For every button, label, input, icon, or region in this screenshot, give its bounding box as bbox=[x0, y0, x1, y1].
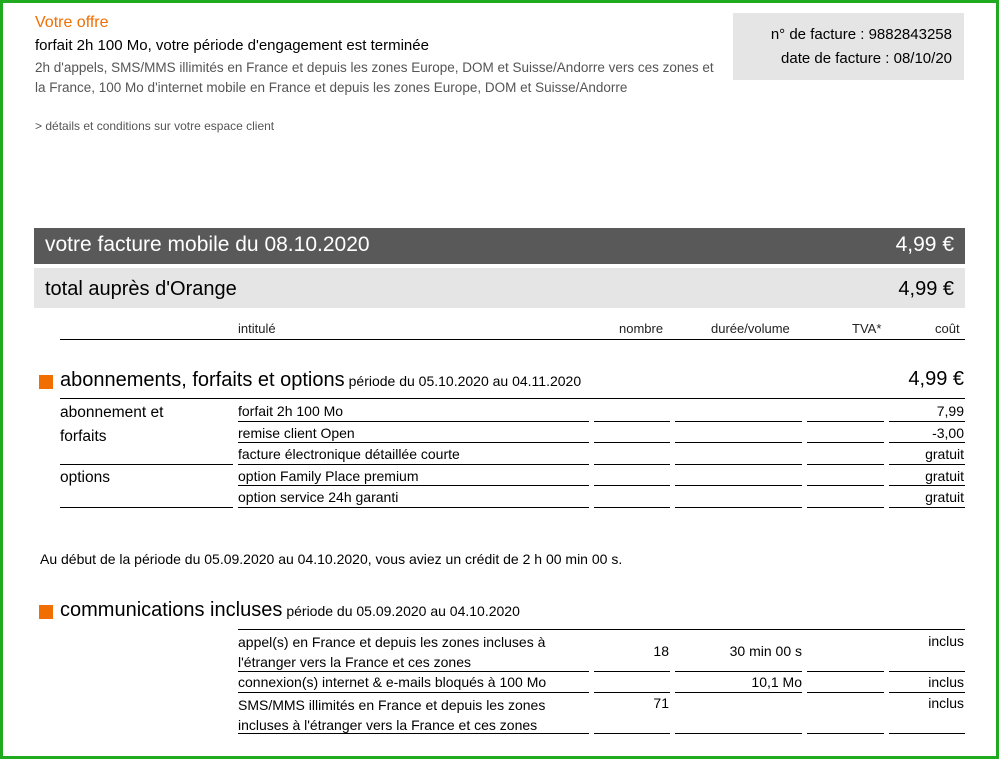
row-rule bbox=[594, 464, 670, 465]
row-rule bbox=[238, 692, 589, 693]
row-rule bbox=[675, 464, 802, 465]
row-rule bbox=[889, 507, 965, 508]
row-rule bbox=[238, 464, 589, 465]
section-title-text: abonnements, forfaits et options bbox=[60, 369, 345, 391]
column-header-duree: durée/volume bbox=[711, 321, 790, 336]
row-rule bbox=[675, 671, 802, 672]
row-rule bbox=[807, 442, 884, 443]
mobile-bill-amount: 4,99 € bbox=[895, 233, 954, 256]
row-rule bbox=[889, 692, 965, 693]
row-rule bbox=[807, 421, 884, 422]
communication-duration: 10,1 Mo bbox=[751, 674, 802, 690]
total-amount: 4,99 € bbox=[898, 278, 954, 300]
row-rule bbox=[594, 692, 670, 693]
communication-label: appel(s) en France et depuis les zones incluses à l'étranger vers la France et ces zones bbox=[238, 634, 546, 670]
communication-cost: inclus bbox=[928, 633, 964, 649]
row-rule bbox=[889, 733, 965, 734]
section-period: période du 05.10.2020 au 04.11.2020 bbox=[348, 373, 582, 389]
line-item-cost: gratuit bbox=[925, 446, 964, 462]
communication-duration: 30 min 00 s bbox=[729, 643, 802, 659]
line-item-cost: gratuit bbox=[925, 489, 964, 505]
row-rule bbox=[238, 671, 589, 672]
column-header-nombre: nombre bbox=[619, 321, 664, 336]
offer-subtitle: forfait 2h 100 Mo, votre période d'engagement est terminée bbox=[35, 37, 429, 54]
category-rule bbox=[60, 464, 233, 465]
mobile-bill-bar bbox=[34, 228, 965, 264]
section-square-icon bbox=[39, 375, 53, 389]
details-link[interactable]: > détails et conditions sur votre espace client bbox=[35, 119, 275, 133]
row-rule bbox=[889, 485, 965, 486]
category-abonnement: abonnement et forfaits bbox=[60, 404, 164, 445]
line-item-label: remise client Open bbox=[238, 425, 355, 441]
line-item-cost: gratuit bbox=[925, 468, 964, 484]
section-square-icon bbox=[39, 605, 53, 619]
invoice-date: 08/10/20 bbox=[893, 50, 952, 67]
row-rule bbox=[594, 733, 670, 734]
communication-label: SMS/MMS illimités en France et depuis les zones incluses à l'étranger vers la France et ces zones bbox=[238, 697, 546, 733]
total-label: total auprès d'Orange bbox=[45, 278, 237, 300]
line-item-cost: -3,00 bbox=[932, 425, 964, 441]
invoice-date-label: date de facture : bbox=[781, 50, 890, 67]
section-period: période du 05.09.2020 au 04.10.2020 bbox=[286, 603, 520, 619]
line-item-label: forfait 2h 100 Mo bbox=[238, 403, 344, 419]
row-rule bbox=[807, 671, 884, 672]
section-rule bbox=[60, 398, 965, 399]
communication-count: 18 bbox=[653, 643, 669, 659]
category-options: options bbox=[60, 469, 110, 486]
row-rule bbox=[238, 442, 589, 443]
communication-cost: inclus bbox=[928, 674, 964, 690]
communication-cost: inclus bbox=[928, 695, 964, 711]
communication-count: 71 bbox=[653, 695, 669, 711]
row-rule bbox=[238, 733, 589, 734]
credit-note: Au début de la période du 05.09.2020 au 04.10.2020, vous aviez un crédit de 2 h 00 min 00 s. bbox=[40, 551, 623, 567]
line-item-label: option service 24h garanti bbox=[238, 489, 399, 505]
row-rule bbox=[594, 442, 670, 443]
column-header-tva: TVA* bbox=[852, 321, 882, 336]
invoice-date-line bbox=[733, 47, 952, 71]
row-rule bbox=[594, 485, 670, 486]
section-title-abonnements bbox=[60, 369, 581, 392]
row-rule bbox=[807, 733, 884, 734]
row-rule bbox=[807, 485, 884, 486]
row-rule bbox=[807, 692, 884, 693]
row-rule bbox=[238, 507, 589, 508]
section-rule bbox=[238, 629, 965, 630]
section-title-communications bbox=[60, 599, 520, 622]
row-rule bbox=[238, 421, 589, 422]
invoice-number-line bbox=[733, 23, 952, 47]
row-rule bbox=[238, 485, 589, 486]
offer-description: 2h d'appels, SMS/MMS illimités en France et depuis les zones Europe, DOM et Suisse/Andorre vers ces zones et la France, 100 Mo d'internet mobile en France et depuis les zones Europe, DOM et Suisse/Andorre bbox=[35, 60, 714, 95]
row-rule bbox=[889, 421, 965, 422]
invoice-number-label: n° de facture : bbox=[770, 26, 865, 43]
row-rule bbox=[807, 507, 884, 508]
column-header-cout: coût bbox=[935, 321, 960, 336]
section-title-text: communications incluses bbox=[60, 599, 283, 621]
row-rule bbox=[675, 421, 802, 422]
row-rule bbox=[675, 485, 802, 486]
line-item-label: option Family Place premium bbox=[238, 468, 419, 484]
row-rule bbox=[594, 421, 670, 422]
row-rule bbox=[889, 464, 965, 465]
row-rule bbox=[675, 442, 802, 443]
line-item-cost: 7,99 bbox=[936, 403, 964, 419]
mobile-bill-label: votre facture mobile du 08.10.2020 bbox=[45, 233, 370, 256]
row-rule bbox=[889, 671, 965, 672]
section-amount: 4,99 € bbox=[908, 368, 964, 390]
communication-label: connexion(s) internet & e-mails bloqués à 100 Mo bbox=[238, 674, 547, 690]
row-rule bbox=[807, 464, 884, 465]
row-rule bbox=[675, 692, 802, 693]
category-rule bbox=[60, 507, 233, 508]
line-item-label: facture électronique détaillée courte bbox=[238, 446, 460, 462]
invoice-number: 9882843258 bbox=[868, 26, 952, 43]
row-rule bbox=[675, 733, 802, 734]
total-bar bbox=[34, 268, 965, 308]
row-rule bbox=[594, 507, 670, 508]
row-rule bbox=[675, 507, 802, 508]
column-header-intitule: intitulé bbox=[238, 321, 276, 336]
header-rule bbox=[60, 339, 965, 340]
offer-title: Votre offre bbox=[35, 14, 109, 31]
invoice-info-box bbox=[733, 13, 964, 80]
row-rule bbox=[594, 671, 670, 672]
row-rule bbox=[889, 442, 965, 443]
